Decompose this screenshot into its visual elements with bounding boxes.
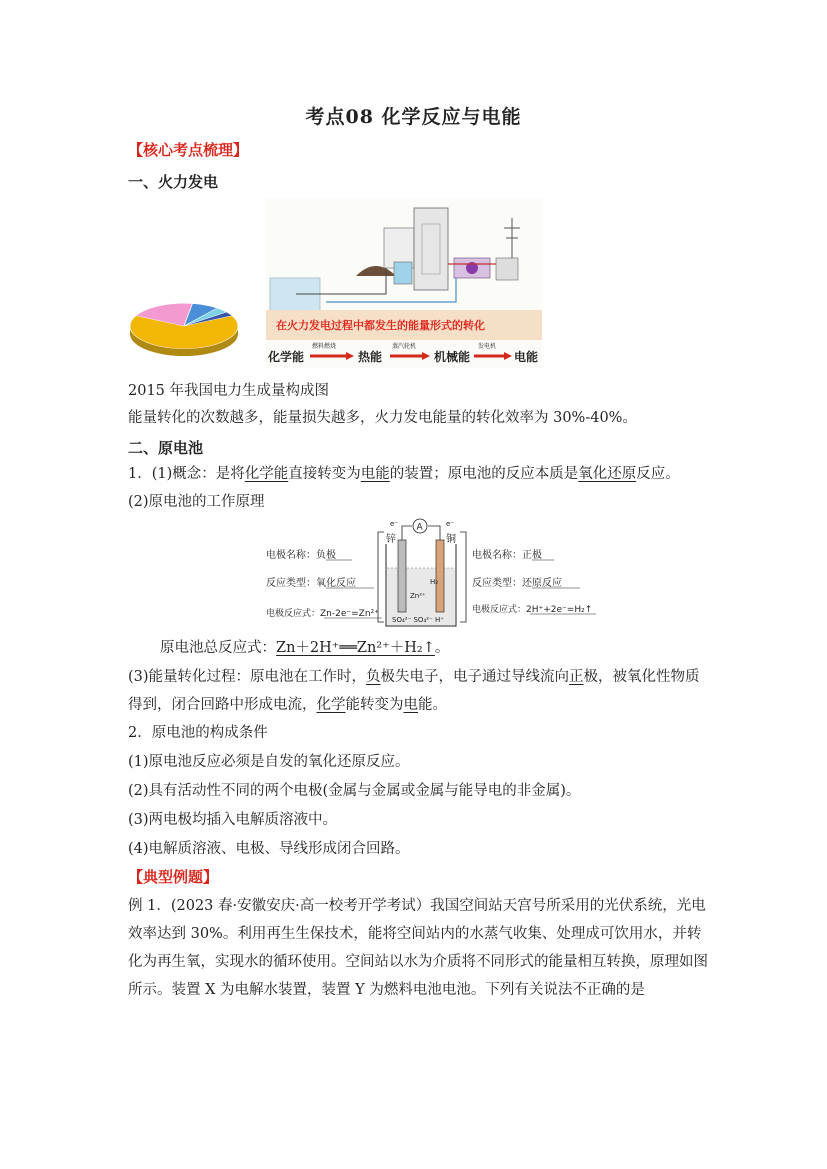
svg-text:SO₄²⁻ SO₄²⁻ H⁺: SO₄²⁻ SO₄²⁻ H⁺ [392,616,444,624]
zinc-electrode [398,540,406,612]
example1-line2: 效率达到 30%。利用再生生保技术，能将空间站内的水蒸气收集、处理成可饮用水，并转 [128,926,702,942]
energy-banner-text: 在火力发电过程中都发生的能量形式的转化 [276,319,485,332]
item1-concept [128,464,680,484]
energy-underline-electric: 电 [403,697,418,713]
flow-step-generator: 发电机 [478,343,497,350]
item1-text-a: 1．(1)概念：是将 [128,466,245,482]
total-reaction-equation: Zn＋2H⁺══Zn²⁺＋H₂↑ [276,640,435,656]
copper-electrode [436,540,444,612]
ammeter-label: A [416,522,423,533]
zinc-label: 锌 [386,534,396,545]
condition-2: (2)具有活动性不同的两个电极(金属与金属或金属与能导电的非金属)。 [128,783,581,799]
para-efficiency: 能量转化的次数越多，能量损失越多，火力发电能量的转化效率为 30%-40%。 [128,410,637,426]
condition-4: (4)电解质溶液、电极、导线形成闭合回路。 [128,841,410,857]
flow-item-electric: 电能 [514,350,539,364]
cell-right-type: 反应类型：还原反应 [472,578,562,589]
cell-left-eq: 电极反应式：Zn-2e⁻=Zn²⁺ [266,609,379,619]
svg-text:H₂: H₂ [430,578,439,586]
electron-left-label: e⁻ [390,520,399,528]
condition-1: (1)原电池反应必须是自发的氧化还原反应。 [128,754,410,770]
example1-line4: 所示。装置 X 为电解水装置，装置 Y 为燃料电池电池。下列有关说法不正确的是 [128,982,645,998]
flow-item-heat: 热能 [358,350,383,364]
flow-step-burn: 燃料燃烧 [312,343,337,350]
condition-3: (3)两电极均插入电解质溶液中。 [128,812,338,828]
example1-line3: 化为再生氧，实现水的循环使用。空间站以水为介质将不同形式的能量相互转换，原理如图 [128,954,708,970]
energy-underline-positive: 正 [569,669,584,685]
total-reaction [160,638,449,658]
flow-step-turbine: 蒸汽轮机 [392,343,417,350]
energy-text-e: 能转变为 [345,697,404,713]
item1-underline-electric: 电能 [360,466,390,482]
item1-underline-chemical: 化学能 [244,466,289,482]
energy-text-a: (3)能量转化过程：原电池在工作时， [128,669,367,685]
cell-left-type: 反应类型：氧化反应 [266,578,356,589]
item1-text-d: 反应。 [636,466,680,482]
electron-right-label: e⁻ [446,520,455,528]
item1-text-c: 的装置；原电池的反应本质是 [389,466,579,482]
total-reaction-end: 。 [434,640,450,656]
item1-underline-redox: 氧化还原 [578,466,637,482]
page-title: 考点08 化学反应与电能 [305,106,522,128]
copper-label: 铜 [446,534,456,545]
power-plant-figure [266,198,542,368]
example1-line1: 例 1．(2023 春·安徽安庆·高一校考开学考试）我国空间站天宫号所采用的光伏系统，光电 [128,898,706,914]
section-example-heading: 【典型例题】 [128,868,219,886]
flow-item-mechanical: 机械能 [434,350,471,364]
pie-chart [126,290,242,370]
section-core-heading: 【核心考点梳理】 [128,141,249,159]
galvanic-cell-diagram [262,518,602,628]
item1-text-b: 直接转变为 [288,466,361,482]
item1-energy-line2 [128,695,447,715]
energy-text-b: 极失电子，电子通过导线流向 [380,669,570,685]
svg-text:Zn²⁺: Zn²⁺ [410,592,426,600]
energy-underline-negative: 负 [366,669,381,685]
item2-heading: 2．原电池的构成条件 [128,725,268,741]
total-reaction-label: 原电池总反应式： [160,640,276,656]
energy-text-f: 能。 [418,697,447,713]
section1-heading: 一、火力发电 [128,173,219,191]
energy-underline-chemical: 化学 [316,697,346,713]
pie-caption: 2015 年我国电力生成量构成图 [128,383,330,399]
cell-left-name: 电极名称：负极 [266,550,336,561]
cell-right-eq: 电极反应式：2H⁺+2e⁻=H₂↑ [472,605,593,615]
energy-text-d: 得到，闭合回路中形成电流， [128,697,317,713]
cell-right-name: 电极名称：正极 [472,550,542,561]
energy-text-c: 极，被氧化性物质 [583,669,700,685]
item1-energy-line1 [128,667,700,687]
flow-item-chemical: 化学能 [268,350,305,364]
item1-principle: (2)原电池的工作原理 [128,494,265,510]
section2-heading: 二、原电池 [128,439,204,457]
